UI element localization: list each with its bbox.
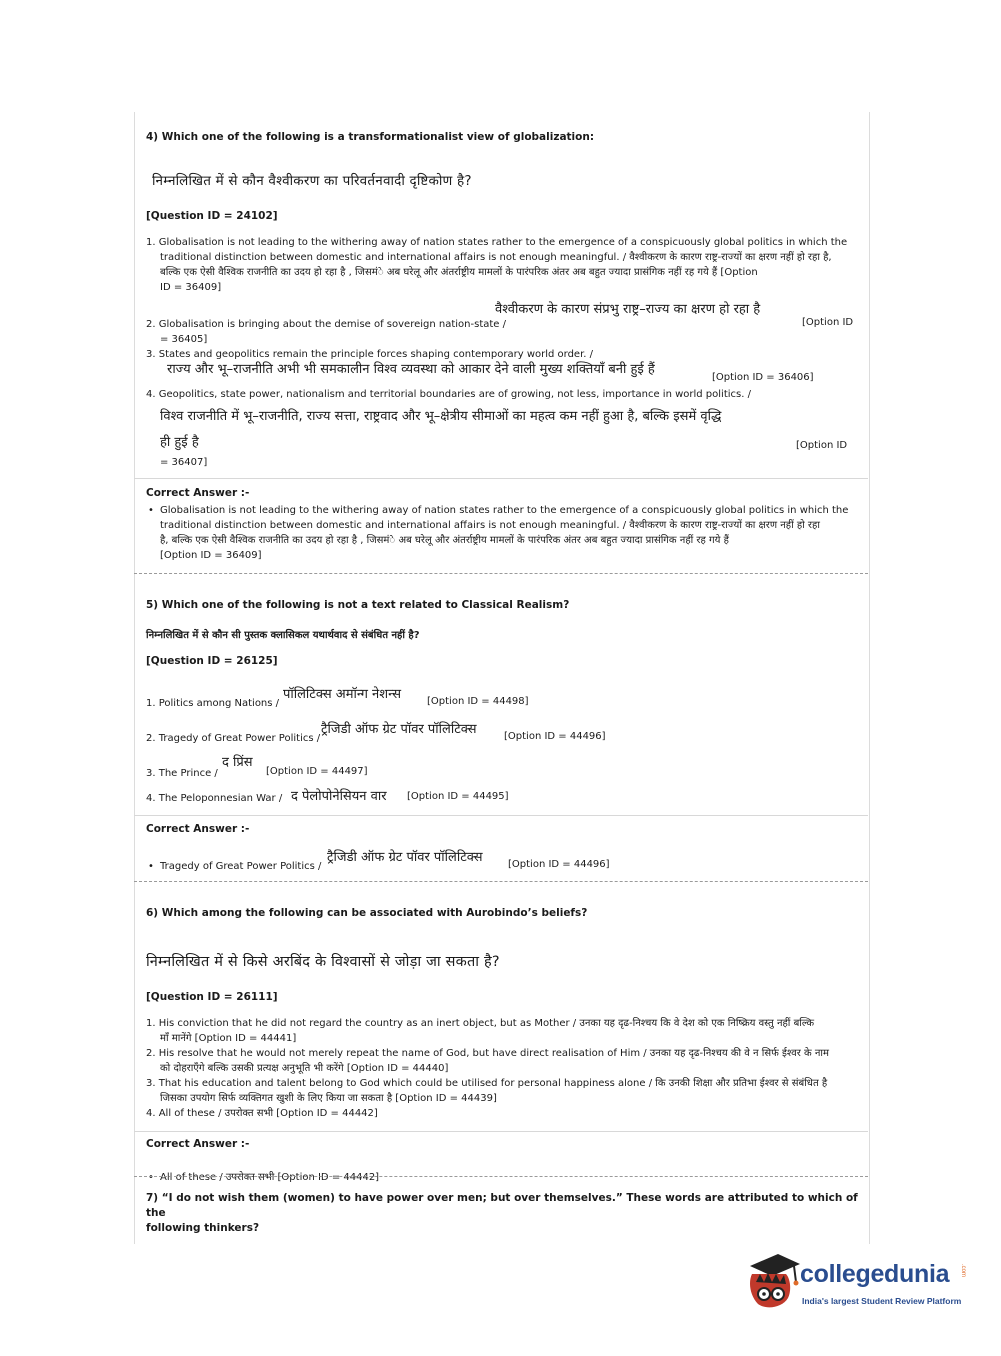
q4-answer-heading: Correct Answer :- (146, 487, 250, 499)
q4-question-id: [Question ID = 24102] (146, 210, 278, 222)
q4-ans-line1: • Globalisation is not leading to the withering away of nation states rather to the emergence of a conspicuously global politics in which the (146, 503, 858, 518)
q4-opt1-line2: traditional distinction between domestic and international affairs is not enough meaningful. / वैश्वीकरण के कारण राष्ट्र-राज्यों का क्षरण नहीं हो रहा है, (160, 252, 832, 263)
q4-ans-line2: traditional distinction between domestic and international affairs is not enough meaningful. / वैश्वीकरण के कारण राष्ट्र-राज्यों का क्षरण नहीं हो रहा (160, 520, 820, 531)
q5-opt4-hindi: द पेलोपोनेसियन वार (291, 789, 387, 804)
q6-title: 6) Which among the following can be associated with Aurobindo’s beliefs? (146, 907, 588, 919)
q4-title: 4) Which one of the following is a transformationalist view of globalization: (146, 131, 595, 143)
q4-opt3-hindi: राज्य और भू–राजनीति अभी भी समकालीन विश्व व्यवस्था को आकार देने वाली मुख्य शक्तियाँ बनी हुई हैं (167, 362, 655, 377)
q4-ans-line4: [Option ID = 36409] (160, 550, 262, 561)
q4-opt3-en: 3. States and geopolitics remain the principle forces shaping contemporary world order. / (146, 349, 594, 360)
q5-opt1-hindi: पॉलिटिक्स अमॉन्ग नेशन्स (283, 687, 402, 702)
q5-opt4-en: 4. The Peloponnesian War / (146, 793, 283, 804)
q4-opt2-en: 2. Globalisation is bringing about the demise of sovereign nation-state / (146, 319, 506, 330)
logo-name: collegedunia (800, 1260, 950, 1288)
q6-answer: • All of these / उपरोक्त सभी [Option ID = 44442] (146, 1170, 872, 1185)
q4-opt1-line1: 1. Globalisation is not leading to the withering away of nation states rather to the emergence of a conspicuously global politics in which the (146, 237, 848, 248)
q5-opt2-hindi: ट्रैजिडी ऑफ ग्रेट पॉवर पॉलिटिक्स (321, 722, 477, 737)
q4-opt4-hindi-line2: ही हुई है (160, 435, 199, 450)
q4-opt4-id2: = 36407] (160, 457, 208, 468)
q5-opt4-id: [Option ID = 44495] (407, 791, 509, 802)
q4-opt4-hindi-line1: विश्व राजनीति में भू–राजनीति, राज्य सत्ता, राष्ट्रवाद और भू–क्षेत्रीय सीमाओं का महत्व कम नहीं हुआ है, बल्कि इसमें वृद्धि (160, 409, 722, 424)
q5-question-id: [Question ID = 26125] (146, 655, 278, 667)
q5-answer-hindi: ट्रैजिडी ऑफ ग्रेट पॉवर पॉलिटिक्स (327, 850, 483, 865)
mascot-icon (742, 1252, 800, 1314)
q7-title-line2: following thinkers? (146, 1222, 260, 1234)
q7-title (146, 1191, 858, 1236)
q5-opt3-en: 3. The Prince / (146, 768, 218, 779)
question-separator (134, 1176, 868, 1177)
q5-opt1-en: 1. Politics among Nations / (146, 698, 280, 709)
q6-opt2-line1: 2. His resolve that he would not merely repeat the name of God, but have direct realisation of Him / उनका यह दृढ-निश्चय की वे न सिर्फ ईश्वर के नाम (146, 1048, 829, 1059)
logo-suffix: .com (960, 1264, 966, 1278)
q6-opt3-line2: जिसका उपयोग सिर्फ व्यक्तिगत खुशी के लिए किया जा सकता है [Option ID = 44439] (160, 1093, 497, 1104)
q5-title: 5) Which one of the following is not a text related to Classical Realism? (146, 599, 570, 611)
divider (134, 478, 868, 479)
question-separator (134, 573, 868, 574)
q4-opt4-en: 4. Geopolitics, state power, nationalism and territorial boundaries are of growing, not less, importance in world politics. / (146, 389, 751, 400)
q5-opt3-hindi: द प्रिंस (222, 755, 253, 770)
q4-answer (146, 503, 858, 563)
q6-question-id: [Question ID = 26111] (146, 991, 278, 1003)
q5-answer-id: [Option ID = 44496] (508, 859, 610, 870)
q5-answer-en: • Tragedy of Great Power Politics / (146, 859, 872, 874)
q6-opt1-line2: माँ मानेंगे [Option ID = 44441] (160, 1033, 297, 1044)
q4-opt4-id: [Option ID (796, 440, 848, 451)
divider (134, 815, 868, 816)
q6-opt3-line1: 3. That his education and talent belong to God which could be utilised for personal happiness alone / कि उनकी शिक्षा और प्रतिभा ईश्वर से संबंधित है (146, 1078, 828, 1089)
q4-opt2-id2: = 36405] (160, 334, 208, 345)
q4-opt1-line3: बल्कि एक ऐसी वैश्विक राजनीति का उदय हो रहा है , जिसमंे अब घरेलू और अंतर्राष्ट्रीय मामलों के पारंपरिक अंतर अब बहुत ज्यादा प्रासंगिक नहीं रह गये हैं [Option (160, 267, 758, 278)
q6-opt1-line1: 1. His conviction that he did not regard the country as an inert object, but as Mother / उनका यह दृढ-निश्चय कि वे देश को एक निष्क्रिय वस्तु नहीं बल्कि (146, 1018, 815, 1029)
q4-opt3-id: [Option ID = 36406] (712, 372, 814, 383)
q7-title-line1: 7) “I do not wish them (women) to have power over men; but over themselves.” These words are attributed to which of the (146, 1192, 858, 1219)
q5-opt2-id: [Option ID = 44496] (504, 731, 606, 742)
q6-opt2-line2: को दोहराएँगे बल्कि उसकी प्रत्यक्ष अनुभूति भी करेंगे [Option ID = 44440] (160, 1063, 449, 1074)
question-separator (134, 881, 868, 882)
q4-opt1-line4: ID = 36409] (160, 282, 222, 293)
q4-hindi: निम्नलिखित में से कौन वैश्वीकरण का परिवर्तनवादी दृष्टिकोण है? (152, 173, 472, 189)
logo-tagline: India's largest Student Review Platform (802, 1296, 962, 1306)
q6-answer-heading: Correct Answer :- (146, 1138, 250, 1150)
q4-ans-line3: है, बल्कि एक ऐसी वैश्विक राजनीति का उदय हो रहा है , जिसमंे अब घरेलू और अंतर्राष्ट्रीय मामलों के पारंपरिक अंतर अब बहुत ज्यादा प्रासंगिक नहीं रह गये हैं (160, 535, 729, 546)
q4-option-1 (146, 235, 858, 295)
q5-opt3-id: [Option ID = 44497] (266, 766, 368, 777)
q6-opt4: 4. All of these / उपरोक्त सभी [Option ID = 44442] (146, 1108, 378, 1119)
q6-hindi: निम्नलिखित में से किसे अरबिंद के विश्वासों से जोड़ा जा सकता है? (146, 954, 500, 970)
q5-opt1-id: [Option ID = 44498] (427, 696, 529, 707)
q5-opt2-en: 2. Tragedy of Great Power Politics / (146, 733, 321, 744)
q5-hindi: निम्नलिखित में से कौन सी पुस्तक क्लासिकल यथार्थवाद से संबंधित नहीं है? (146, 630, 420, 641)
q4-opt2-id: [Option ID (802, 317, 854, 328)
collegedunia-logo (742, 1252, 970, 1316)
q6-options (146, 1016, 858, 1121)
q4-opt2-hindi: वैश्वीकरण के कारण संप्रभु राष्ट्र–राज्य का क्षरण हो रहा है (495, 302, 761, 317)
q5-answer-heading: Correct Answer :- (146, 823, 250, 835)
divider (134, 1131, 868, 1132)
